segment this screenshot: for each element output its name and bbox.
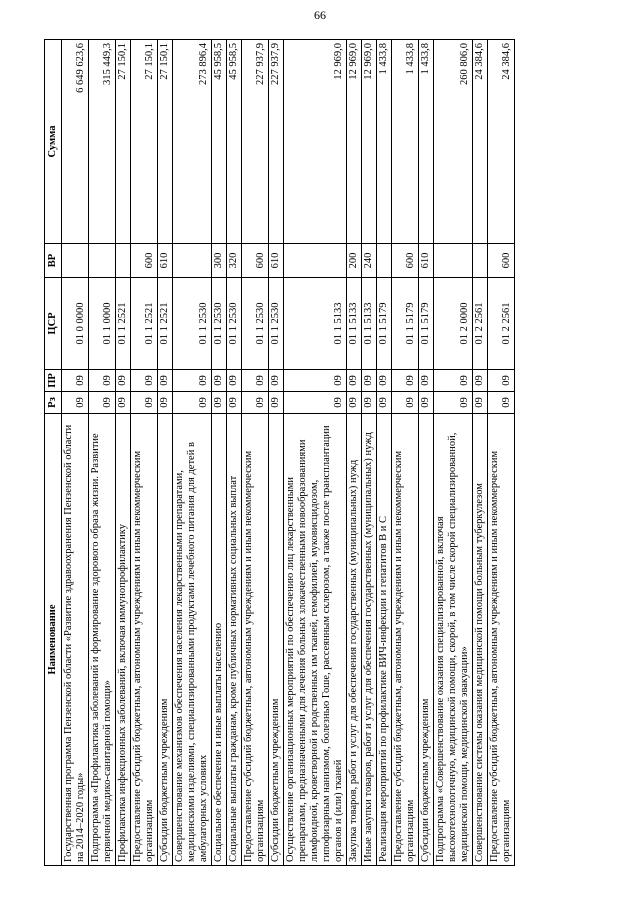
row-rz: 09 — [377, 392, 392, 414]
row-csr: 01 1 2530 — [173, 278, 212, 370]
row-sum: 12 969,0 — [284, 40, 347, 244]
row-sum: 45 958,5 — [227, 40, 242, 244]
table-row — [434, 40, 473, 866]
row-sum: 227 937,9 — [242, 40, 269, 244]
row-csr: 01 1 5133 — [362, 278, 377, 370]
row-pr: 09 — [212, 370, 227, 392]
row-rz: 09 — [347, 392, 362, 414]
row-csr: 01 1 0000 — [89, 278, 116, 370]
header-pr: ПР — [45, 370, 62, 392]
row-csr: 01 1 2530 — [227, 278, 242, 370]
row-vr — [434, 244, 473, 278]
header-rz: Рз — [45, 392, 62, 414]
row-vr: 240 — [362, 244, 377, 278]
header-vr: ВР — [45, 244, 62, 278]
row-name: Иные закупки товаров, работ и услуг для обеспечения государственных (муниципальных) нужд — [362, 414, 377, 866]
row-name: Реализация мероприятий по профилактике ВИЧ-инфекции и гепатитов B и C — [377, 414, 392, 866]
row-sum: 24 384,6 — [488, 40, 515, 244]
header-name: Наименование — [45, 414, 62, 866]
row-csr: 01 1 2521 — [116, 278, 131, 370]
row-csr: 01 2 2561 — [473, 278, 488, 370]
row-csr: 01 1 5179 — [377, 278, 392, 370]
row-csr: 01 1 2530 — [212, 278, 227, 370]
row-pr: 09 — [392, 370, 419, 392]
header-sum: Сумма — [45, 40, 62, 244]
row-vr: 200 — [347, 244, 362, 278]
row-csr: 01 1 5179 — [392, 278, 419, 370]
row-sum: 1 433,8 — [392, 40, 419, 244]
row-name: Подпрограмма «Совершенствование оказания специализированной, включая высокотехнологичную, медицинской помощи, скорой, в том числе скорой специализированной, медицинской помощи, медицинской эвакуации» — [434, 414, 473, 866]
row-pr: 09 — [131, 370, 158, 392]
row-sum: 27 150,1 — [158, 40, 173, 244]
row-vr — [284, 244, 347, 278]
row-sum: 315 449,3 — [89, 40, 116, 244]
row-name: Предоставление субсидий бюджетным, автономным учреждениям и иным некоммерческим организациям — [242, 414, 269, 866]
row-vr — [62, 244, 89, 278]
row-rz: 09 — [158, 392, 173, 414]
row-vr: 600 — [131, 244, 158, 278]
row-name: Совершенствование системы оказания медицинской помощи больным туберкулезом — [473, 414, 488, 866]
row-sum: 6 649 623,6 — [62, 40, 89, 244]
row-name: Подпрограмма «Профилактика заболеваний и формирование здорового образа жизни. Развитие первичной медико-санитарной помощи» — [89, 414, 116, 866]
row-name: Государственная программа Пензенской области «Развитие здравоохранения Пензенской области на 2014–2020 годы» — [62, 414, 89, 866]
row-csr: 01 1 2530 — [242, 278, 269, 370]
row-vr: 300 — [212, 244, 227, 278]
row-pr: 09 — [362, 370, 377, 392]
row-csr: 01 1 5179 — [419, 278, 434, 370]
row-rz: 09 — [392, 392, 419, 414]
table-row — [392, 40, 419, 866]
row-vr: 320 — [227, 244, 242, 278]
budget-table — [44, 39, 515, 866]
row-pr: 09 — [377, 370, 392, 392]
row-rz: 09 — [173, 392, 212, 414]
row-rz: 09 — [116, 392, 131, 414]
row-name: Социальные выплаты гражданам, кроме публичных нормативных социальных выплат — [227, 414, 242, 866]
header-csr: ЦСР — [45, 278, 62, 370]
row-pr: 09 — [488, 370, 515, 392]
table-row — [173, 40, 212, 866]
row-name: Профилактика инфекционных заболеваний, включая иммунопрофилактику — [116, 414, 131, 866]
row-pr: 09 — [227, 370, 242, 392]
row-name: Субсидии бюджетным учреждениям — [419, 414, 434, 866]
row-csr: 01 2 2561 — [488, 278, 515, 370]
row-vr — [116, 244, 131, 278]
row-sum: 24 384,6 — [473, 40, 488, 244]
row-name: Совершенствование механизмов обеспечения населения лекарственными препаратами, медицинскими изделиями, специализированными продуктами лечебного питания для детей в амбулаторных условиях — [173, 414, 212, 866]
row-csr: 01 1 5133 — [284, 278, 347, 370]
row-name: Социальное обеспечение и иные выплаты населению — [212, 414, 227, 866]
row-name: Осуществление организационных мероприятий по обеспечению лиц лекарственными препаратами, предназначенными для лечения больных злокачественными новообразованиями лимфоидной, кроветворной и родственных им тканей, гемофилией, муковисцидозом, гипофизарным нанизмом, болезнью Гоше, рассеянным склерозом, а также после трансплантации органов и (или) тканей — [284, 414, 347, 866]
row-rz: 09 — [284, 392, 347, 414]
row-pr: 09 — [284, 370, 347, 392]
row-pr: 09 — [434, 370, 473, 392]
row-rz: 09 — [212, 392, 227, 414]
row-sum: 45 958,5 — [212, 40, 227, 244]
table-row — [116, 40, 131, 866]
table-header-row — [45, 40, 62, 866]
row-pr: 09 — [158, 370, 173, 392]
row-rz: 09 — [62, 392, 89, 414]
row-sum: 27 150,1 — [131, 40, 158, 244]
table-body — [62, 40, 515, 866]
row-name: Предоставление субсидий бюджетным, автономным учреждениям и иным некоммерческим организациям — [131, 414, 158, 866]
row-vr — [89, 244, 116, 278]
row-name: Субсидии бюджетным учреждениям — [269, 414, 284, 866]
row-pr: 09 — [473, 370, 488, 392]
table-row — [131, 40, 158, 866]
row-csr: 01 1 5133 — [347, 278, 362, 370]
row-rz: 09 — [419, 392, 434, 414]
row-vr: 610 — [269, 244, 284, 278]
row-pr: 09 — [347, 370, 362, 392]
row-vr: 610 — [158, 244, 173, 278]
row-sum: 227 937,9 — [269, 40, 284, 244]
table-row — [269, 40, 284, 866]
row-csr: 01 1 2530 — [269, 278, 284, 370]
table-row — [284, 40, 347, 866]
row-sum: 12 969,0 — [347, 40, 362, 244]
table-row — [89, 40, 116, 866]
row-pr: 09 — [116, 370, 131, 392]
row-rz: 09 — [362, 392, 377, 414]
row-sum: 12 969,0 — [362, 40, 377, 244]
row-csr: 01 1 2521 — [131, 278, 158, 370]
table-row — [347, 40, 362, 866]
row-sum: 273 896,4 — [173, 40, 212, 244]
row-name: Субсидии бюджетным учреждениям — [158, 414, 173, 866]
row-vr: 600 — [392, 244, 419, 278]
table-row — [362, 40, 377, 866]
row-csr: 01 1 2521 — [158, 278, 173, 370]
row-rz: 09 — [131, 392, 158, 414]
row-sum: 1 433,8 — [419, 40, 434, 244]
table-row — [242, 40, 269, 866]
row-rz: 09 — [488, 392, 515, 414]
row-name: Предоставление субсидий бюджетным, автономным учреждениям и иным некоммерческим организациям — [392, 414, 419, 866]
row-csr: 01 0 0000 — [62, 278, 89, 370]
table-row — [488, 40, 515, 866]
row-csr: 01 2 0000 — [434, 278, 473, 370]
row-rz: 09 — [242, 392, 269, 414]
row-vr — [473, 244, 488, 278]
row-vr — [173, 244, 212, 278]
row-sum: 27 150,1 — [116, 40, 131, 244]
rotated-table-container — [44, 40, 584, 866]
table-row — [473, 40, 488, 866]
row-rz: 09 — [89, 392, 116, 414]
row-name: Предоставление субсидий бюджетным, автономным учреждениям и иным некоммерческим организациям — [488, 414, 515, 866]
row-rz: 09 — [473, 392, 488, 414]
row-vr: 600 — [242, 244, 269, 278]
page-number: 66 — [314, 8, 326, 22]
row-pr: 09 — [62, 370, 89, 392]
table-row — [227, 40, 242, 866]
row-rz: 09 — [227, 392, 242, 414]
row-sum: 1 433,8 — [377, 40, 392, 244]
table-row — [377, 40, 392, 866]
table-row — [158, 40, 173, 866]
row-vr: 600 — [488, 244, 515, 278]
row-rz: 09 — [434, 392, 473, 414]
row-sum: 260 806,0 — [434, 40, 473, 244]
row-pr: 09 — [419, 370, 434, 392]
row-pr: 09 — [89, 370, 116, 392]
row-rz: 09 — [269, 392, 284, 414]
table-row — [419, 40, 434, 866]
table-row — [212, 40, 227, 866]
row-pr: 09 — [173, 370, 212, 392]
row-pr: 09 — [269, 370, 284, 392]
row-pr: 09 — [242, 370, 269, 392]
row-vr: 610 — [419, 244, 434, 278]
table-row — [62, 40, 89, 866]
row-name: Закупка товаров, работ и услуг для обеспечения государственных (муниципальных) нужд — [347, 414, 362, 866]
row-vr — [377, 244, 392, 278]
